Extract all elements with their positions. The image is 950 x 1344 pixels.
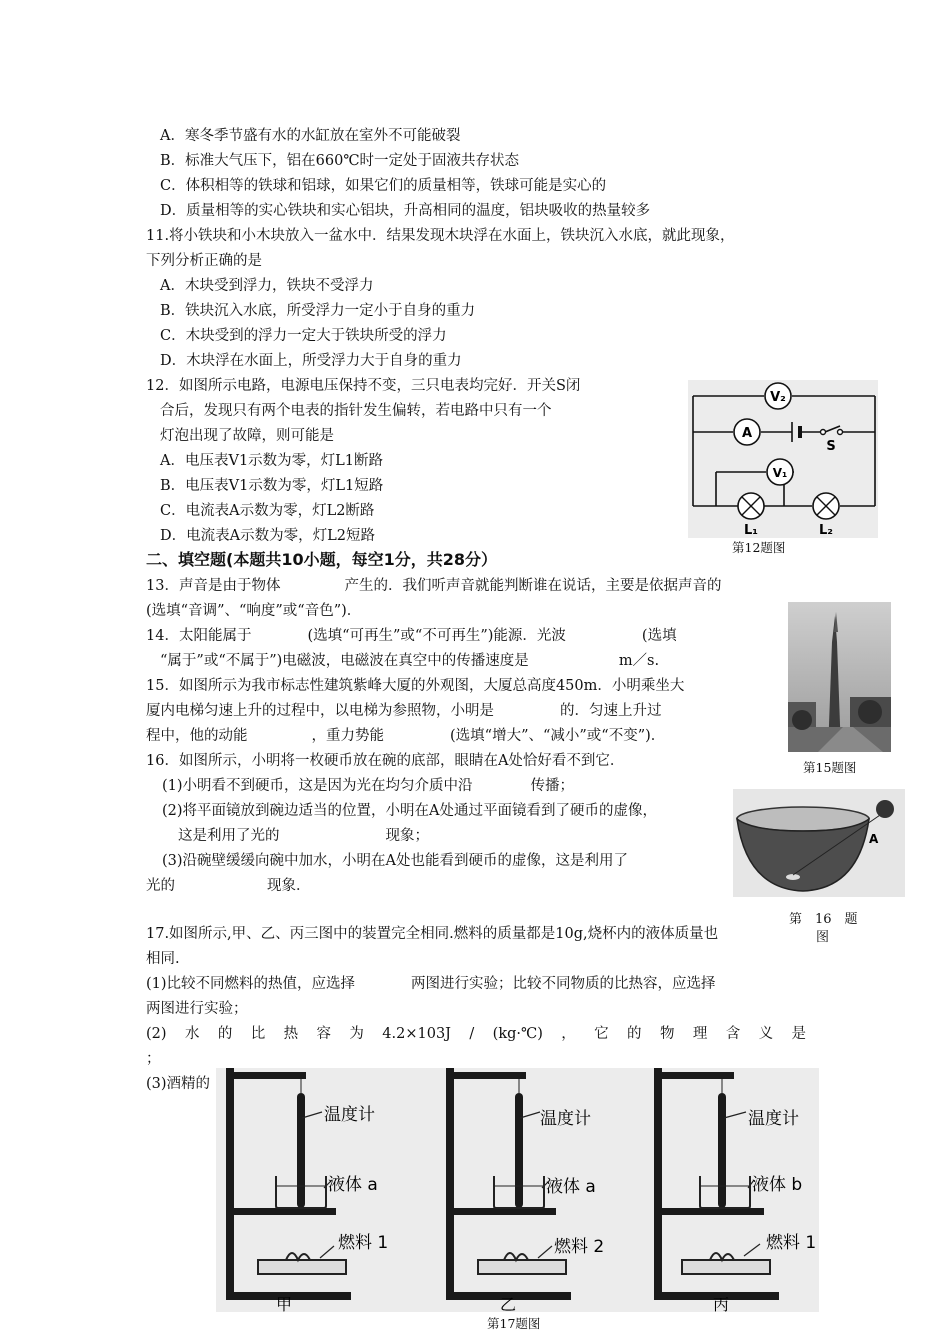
q17-part2-end: ；	[146, 1051, 161, 1067]
q12-option-c: C．电流表A示数为零，灯L2断路	[160, 503, 375, 519]
lamp-l2-icon	[813, 493, 839, 519]
point-a-label: A	[869, 832, 879, 846]
label-a: A	[741, 426, 753, 441]
yi-liquid-label: 液体 a	[546, 1177, 596, 1197]
section2-title: 二、填空题(本题共10小题，每空1分，共28分）	[146, 550, 497, 569]
q10-option-d: D．质量相等的实心铁块和实心铝块，升高相同的温度，铝块吸收的热量较多	[160, 203, 651, 219]
bing-liquid-label: 液体 b	[752, 1175, 803, 1195]
q11-stem-line2: 下列分析正确的是	[146, 253, 262, 269]
bowl-coin-figure	[733, 789, 905, 897]
q12-stem-line1: 12．如图所示电路，电源电压保持不变，三只电表均完好．开关S闭	[146, 378, 581, 394]
q16-part2-line1: (2)将平面镜放到碗边适当的位置，小明在A处通过平面镜看到了硬币的虚像，	[162, 803, 658, 819]
label-yi: 乙	[499, 1295, 517, 1312]
label-l1: L₁	[744, 523, 758, 538]
q10-option-a: A．寒冬季节盛有水的水缸放在室外不可能破裂	[160, 128, 461, 144]
jia-fuel-label: 燃料 1	[338, 1233, 389, 1253]
q11-option-d: D．木块浮在水面上，所受浮力大于自身的重力	[160, 353, 462, 369]
q16-part3-line2: 光的 现象．	[146, 878, 311, 894]
q17-line1: 17.如图所示,甲、乙、丙三图中的装置完全相同.燃料的质量都是10g,烧杯内的液体质量也	[146, 926, 719, 942]
q17-part1-line2: 两图进行实验；	[146, 1001, 248, 1017]
q15-figure-caption: 第15题图	[803, 760, 857, 775]
q11-option-c: C．木块受到的浮力一定大于铁块所受的浮力	[160, 328, 447, 344]
q12-option-a: A．电压表V1示数为零，灯L1断路	[160, 453, 384, 469]
q12-option-b: B．电压表V1示数为零，灯L1短路	[160, 478, 384, 494]
q17-part2-line1: (2) 水 的 比 热 容 为 4.2×103J / (kg·℃) ， 它 的 物 理 含 义 是	[146, 1026, 806, 1042]
q16-part3-line1: (3)沿碗壁缓缓向碗中加水，小明在A处也能看到硬币的虚像，这是利用了	[162, 853, 629, 869]
q10-option-c: C．体积相等的铁球和铝球，如果它们的质量相等，铁球可能是实心的	[160, 178, 607, 194]
q11-stem-line1: 11.将小铁块和小木块放入一盆水中．结果发现木块浮在水面上，铁块沉入水底，就此现象，	[146, 228, 735, 244]
heating-apparatus-figure	[216, 1068, 819, 1312]
thermometer-icon	[515, 1093, 523, 1208]
q11-option-a: A．木块受到浮力，铁块不受浮力	[160, 278, 374, 294]
q12-stem-line3: 灯泡出现了故障，则可能是	[160, 428, 334, 444]
circuit-diagram	[688, 380, 878, 538]
thermometer-icon	[718, 1093, 726, 1208]
q17-figure-caption: 第17题图	[487, 1316, 541, 1331]
q14-line2: “属于”或“不属于”)电磁波，电磁波在真空中的传播速度是 m／s.	[160, 653, 660, 669]
q17-part1-line1: (1)比较不同燃料的热值，应选择 两图进行实验；比较不同物质的比热容，应选择	[146, 976, 716, 992]
q14-line1: 14．太阳能属于 (选填“可再生”或“不可再生”)能源．光波 (选填	[146, 628, 677, 644]
q15-line3: 程中，他的动能 ，重力势能 (选填“增大”、“减小”或“不变”)．	[146, 728, 666, 744]
q16-part1: (1)小明看不到硬币，这是因为光在均匀介质中沿 传播；	[162, 778, 575, 794]
eye-icon	[876, 800, 894, 818]
q10-option-b: B．标准大气压下，铝在660℃时一定处于固液共存状态	[160, 153, 520, 169]
label-s: S	[826, 439, 836, 454]
q12-option-d: D．电流表A示数为零，灯L2短路	[160, 528, 375, 544]
q13-line1: 13．声音是由于物体 产生的．我们听声音就能判断谁在说话，主要是依据声音的	[146, 578, 722, 594]
q16-part2-line2: 这是利用了光的 现象；	[178, 828, 429, 844]
q13-line2: (选填“音调”、“响度”或“音色”)．	[146, 603, 362, 619]
q12-stem-line2: 合后，发现只有两个电表的指针发生偏转，若电路中只有一个	[160, 403, 552, 419]
q16-stem: 16．如图所示，小明将一枚硬币放在碗的底部，眼睛在A处恰好看不到它．	[146, 753, 625, 769]
q12-figure-caption: 第12题图	[732, 540, 786, 555]
label-v1: V₁	[772, 466, 788, 480]
label-v2: V₂	[770, 390, 786, 405]
lamp-l1-icon	[738, 493, 764, 519]
jia-liquid-label: 液体 a	[328, 1175, 378, 1195]
yi-fuel-label: 燃料 2	[554, 1237, 605, 1257]
label-l2: L₂	[819, 523, 833, 538]
q15-line1: 15．如图所示为我市标志性建筑紫峰大厦的外观图，大厦总高度450m．小明乘坐大	[146, 678, 685, 694]
q16-figure-caption-tail: 图	[816, 930, 830, 945]
q17-line2: 相同.	[146, 951, 180, 967]
thermometer-icon	[297, 1093, 305, 1208]
q17-part3: (3)酒精的	[146, 1076, 211, 1092]
yi-thermometer-label: 温度计	[540, 1109, 591, 1129]
jia-thermometer-label: 温度计	[324, 1105, 375, 1125]
bing-fuel-label: 燃料 1	[766, 1233, 817, 1253]
bing-thermometer-label: 温度计	[748, 1109, 799, 1129]
q11-option-b: B．铁块沉入水底，所受浮力一定小于自身的重力	[160, 303, 476, 319]
label-bing: 丙	[712, 1295, 730, 1312]
label-jia: 甲	[275, 1295, 293, 1312]
q15-line2: 厦内电梯匀速上升的过程中，以电梯为参照物，小明是 的．匀速上升过	[146, 703, 662, 719]
zifeng-tower-photo	[788, 602, 891, 752]
q16-figure-caption: 第 16 题	[789, 912, 858, 927]
